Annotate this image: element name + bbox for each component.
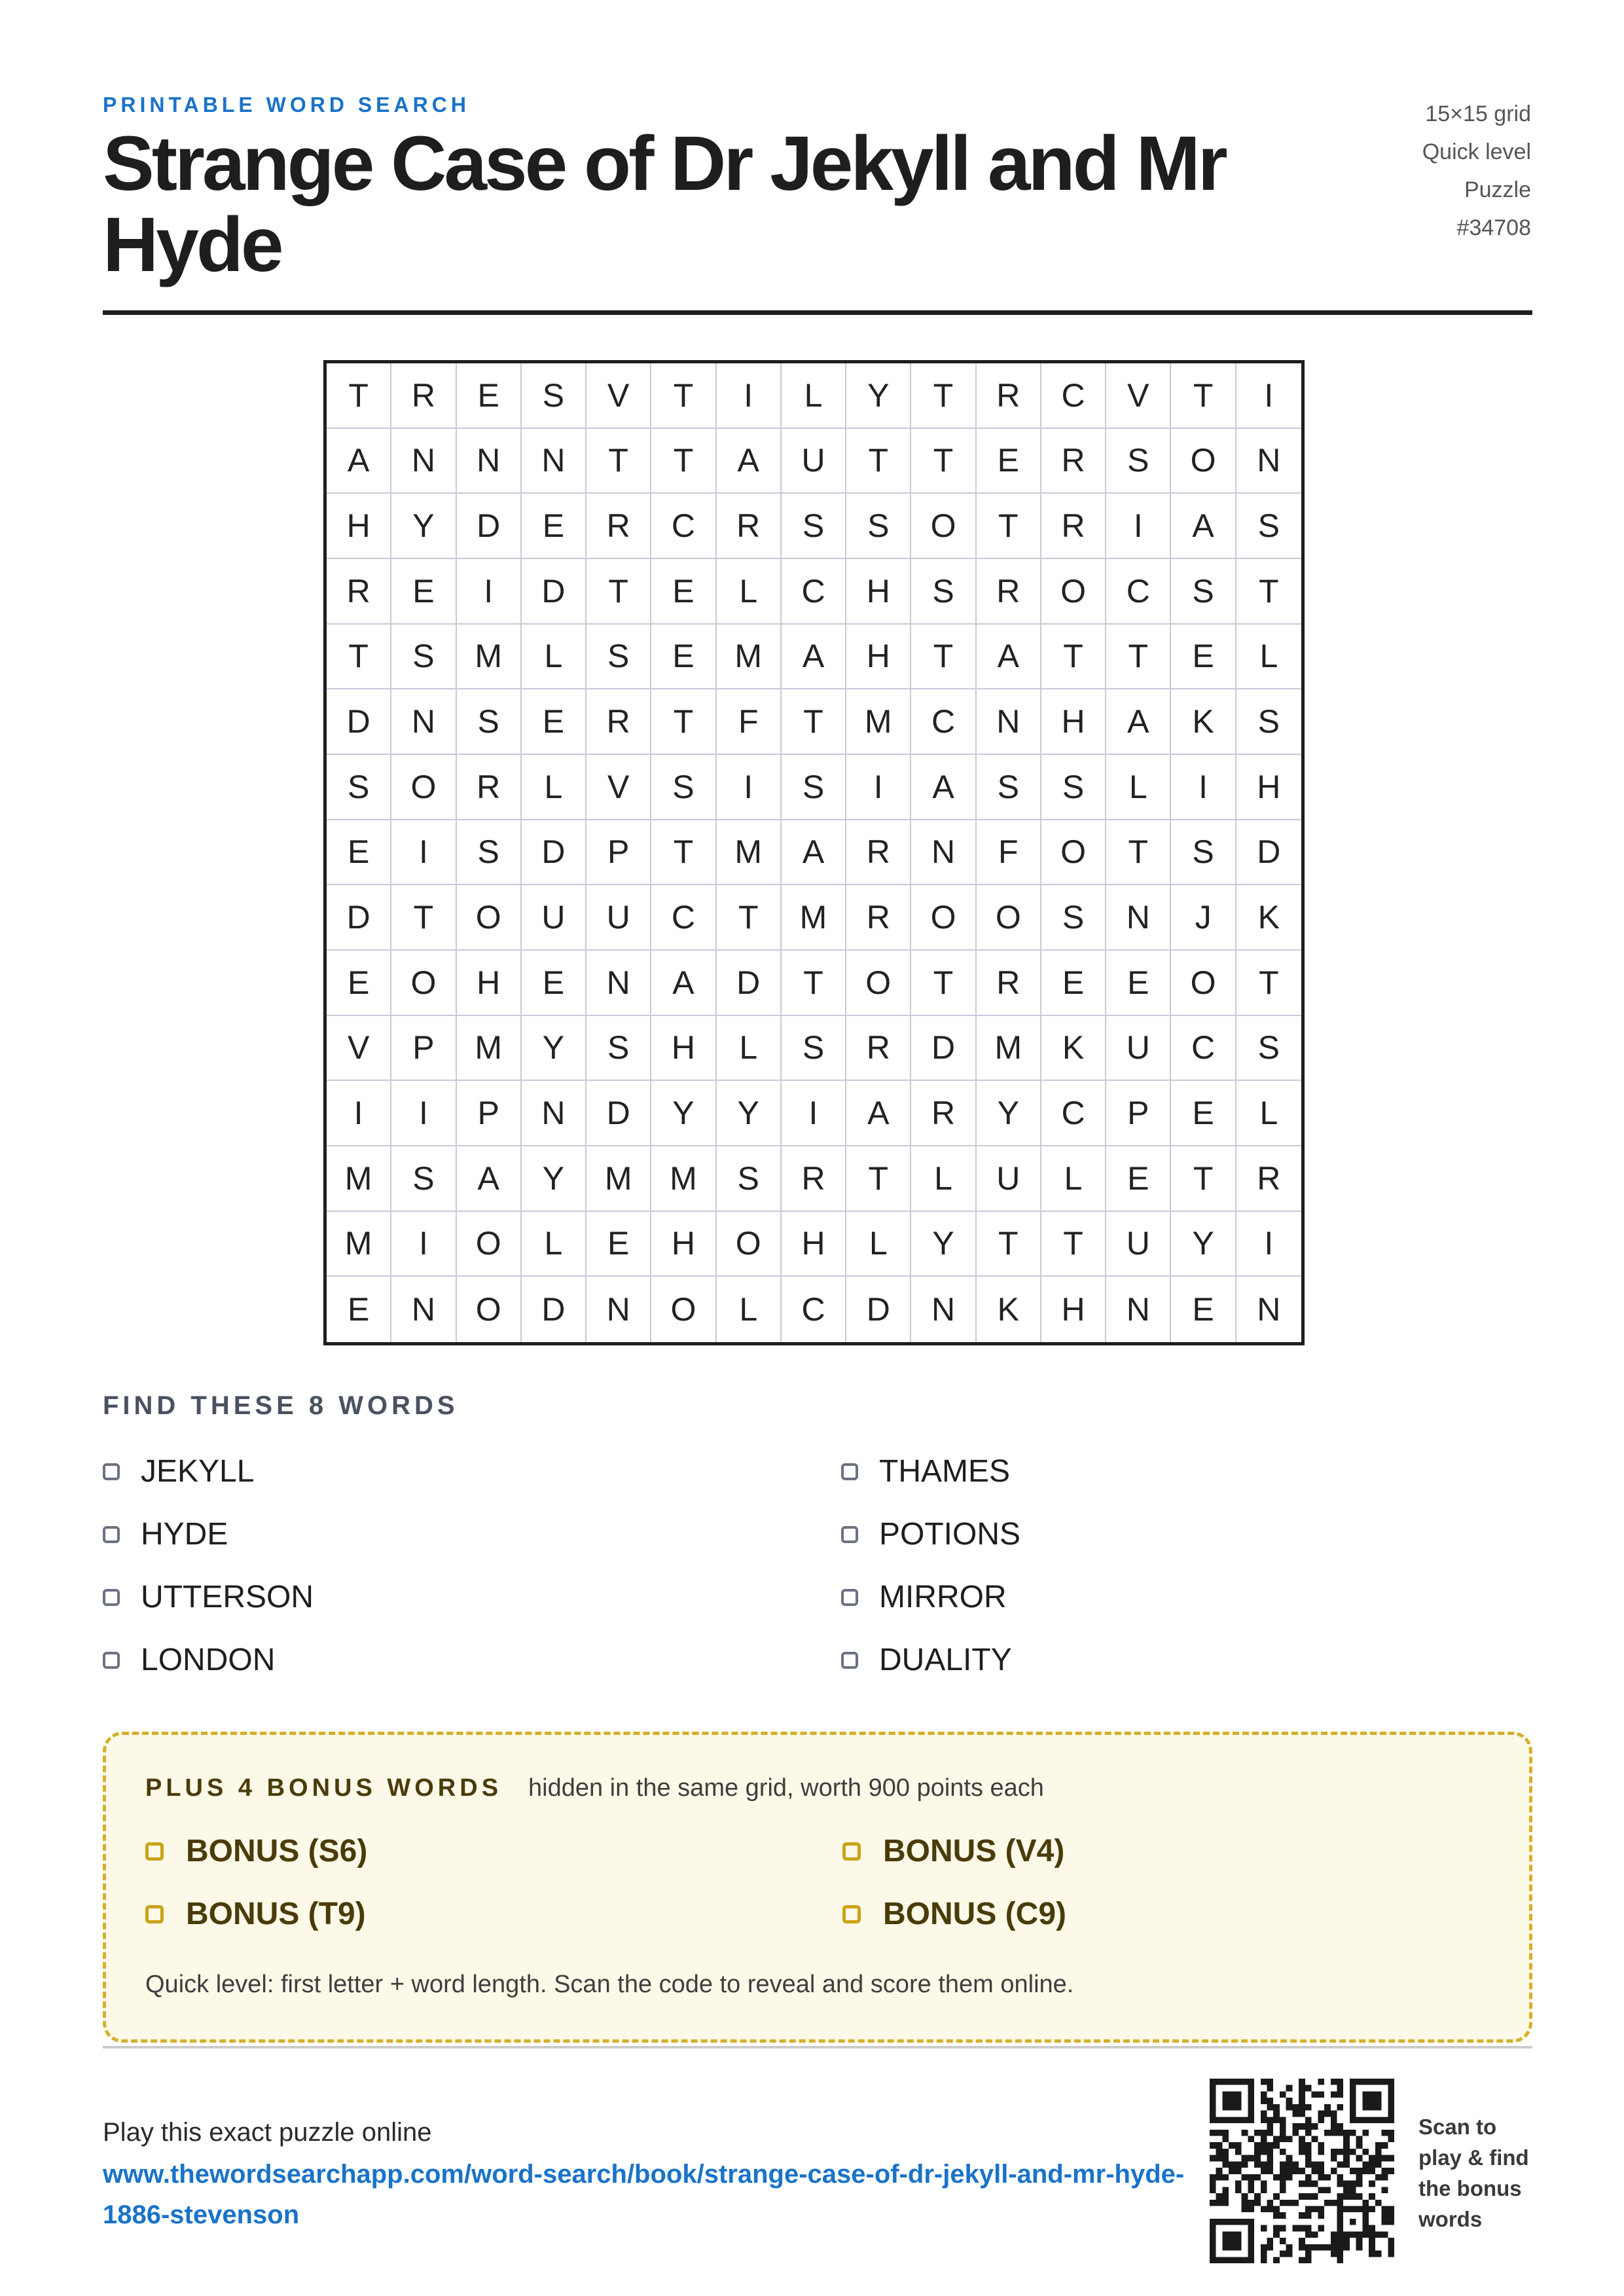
grid-cell[interactable]: E xyxy=(1106,1146,1171,1212)
word-item[interactable] xyxy=(841,1516,1020,1552)
grid-cell[interactable]: R xyxy=(977,951,1041,1016)
grid-cell[interactable]: Y xyxy=(977,1081,1041,1146)
grid-cell[interactable]: D xyxy=(522,1277,586,1342)
grid-cell[interactable]: A xyxy=(651,951,716,1016)
grid-cell[interactable]: U xyxy=(977,1146,1041,1212)
grid-cell[interactable]: Y xyxy=(717,1081,782,1146)
bonus-item[interactable] xyxy=(842,1896,1066,1932)
grid-cell[interactable]: A xyxy=(977,625,1041,690)
grid-cell[interactable]: H xyxy=(327,494,391,559)
grid-cell[interactable]: T xyxy=(846,1146,911,1212)
grid-cell[interactable]: Y xyxy=(1171,1212,1236,1277)
grid-cell[interactable]: R xyxy=(977,363,1041,429)
grid-cell[interactable]: D xyxy=(1236,820,1301,886)
checkbox-icon[interactable] xyxy=(103,1526,120,1543)
grid-cell[interactable]: E xyxy=(327,1277,391,1342)
grid-cell[interactable]: I xyxy=(1171,755,1236,820)
grid-cell[interactable]: R xyxy=(586,689,651,755)
grid-cell[interactable]: P xyxy=(457,1081,522,1146)
grid-cell[interactable]: T xyxy=(327,625,391,690)
grid-cell[interactable]: E xyxy=(327,951,391,1016)
grid-cell[interactable]: T xyxy=(977,1212,1041,1277)
grid-cell[interactable]: N xyxy=(1257,1291,1281,1328)
grid-cell[interactable]: I xyxy=(782,1081,846,1146)
grid-cell[interactable]: S xyxy=(782,755,846,820)
grid-cell[interactable]: M xyxy=(327,1146,391,1212)
grid-cell[interactable]: E xyxy=(1171,1277,1236,1342)
grid-cell[interactable]: O xyxy=(391,755,456,820)
grid-cell[interactable]: T xyxy=(1106,625,1171,690)
grid-cell[interactable]: O xyxy=(1171,951,1236,1016)
play-online-text: Play this exact puzzle online xyxy=(103,2118,432,2147)
grid-cell[interactable]: R xyxy=(846,1016,911,1082)
grid-cell[interactable]: R xyxy=(1041,494,1106,559)
grid-cell[interactable]: D xyxy=(911,1016,976,1082)
grid-cell[interactable]: D xyxy=(522,820,586,886)
grid-cell[interactable]: K xyxy=(1041,1016,1106,1082)
checkbox-icon[interactable] xyxy=(103,1463,120,1480)
bonus-heading: PLUS 4 BONUS WORDS xyxy=(145,1774,503,1802)
footer-divider xyxy=(103,2046,1532,2049)
grid-cell[interactable]: N xyxy=(1236,429,1301,494)
qr-code-icon[interactable] xyxy=(1210,2079,1394,2263)
grid-cell[interactable]: A xyxy=(1106,689,1171,755)
grid-cell[interactable]: D xyxy=(586,1081,651,1146)
bonus-item[interactable] xyxy=(145,1833,367,1869)
bonus-footnote: Quick level: first letter + word length. Scan the code to reveal and score them online. xyxy=(145,1971,1074,1998)
word-item[interactable] xyxy=(841,1642,1012,1678)
grid-cell[interactable]: C xyxy=(651,885,716,951)
grid-cell[interactable]: M xyxy=(717,625,782,690)
grid-cell[interactable]: N xyxy=(391,1277,456,1342)
grid-cell[interactable]: S xyxy=(651,755,716,820)
grid-cell[interactable]: R xyxy=(977,559,1041,625)
grid-cell[interactable]: E xyxy=(522,494,586,559)
grid-cell[interactable]: Y xyxy=(846,363,911,429)
grid-cell[interactable]: T xyxy=(651,429,716,494)
grid-cell[interactable]: T xyxy=(1106,820,1171,886)
grid-cell[interactable]: Y xyxy=(911,1212,976,1277)
grid-cell[interactable]: S xyxy=(1236,1016,1301,1082)
checkbox-icon[interactable] xyxy=(841,1463,858,1480)
grid-cell[interactable]: T xyxy=(911,625,976,690)
grid-cell[interactable]: O xyxy=(457,885,522,951)
grid-cell[interactable]: M xyxy=(717,820,782,886)
grid-cell[interactable]: S xyxy=(586,1016,651,1082)
grid-cell[interactable]: S xyxy=(1106,429,1171,494)
grid-cell[interactable]: T xyxy=(651,363,716,429)
grid-cell[interactable]: D xyxy=(522,559,586,625)
bonus-label: BONUS (V4) xyxy=(883,1834,1065,1868)
grid-cell[interactable]: E xyxy=(391,559,456,625)
grid-cell[interactable]: H xyxy=(1236,755,1301,820)
grid-cell[interactable]: L xyxy=(846,1212,911,1277)
grid-cell[interactable]: O xyxy=(846,951,911,1016)
grid-cell[interactable]: P xyxy=(586,820,651,886)
word-label: JEKYLL xyxy=(141,1454,255,1489)
grid-cell[interactable]: T xyxy=(1171,363,1236,429)
word-label: UTTERSON xyxy=(141,1580,314,1614)
grid-cell[interactable]: S xyxy=(1171,820,1236,886)
grid-cell[interactable]: T xyxy=(1041,1212,1106,1277)
bonus-label: BONUS (C9) xyxy=(883,1897,1067,1931)
grid-cell[interactable]: S xyxy=(846,494,911,559)
grid-cell[interactable]: N xyxy=(1106,885,1171,951)
grid-cell[interactable]: O xyxy=(457,1277,522,1342)
grid-cell[interactable]: P xyxy=(391,1016,456,1082)
header-divider xyxy=(103,310,1532,315)
grid-cell[interactable]: J xyxy=(1171,885,1236,951)
grid-cell[interactable]: A xyxy=(782,625,846,690)
checkbox-icon[interactable] xyxy=(103,1652,120,1669)
grid-cell[interactable]: O xyxy=(911,494,976,559)
word-label: POTIONS xyxy=(879,1517,1021,1552)
grid-cell[interactable]: I xyxy=(391,1081,456,1146)
grid-cell[interactable]: E xyxy=(1171,625,1236,690)
word-item[interactable] xyxy=(841,1579,1007,1615)
grid-cell[interactable]: E xyxy=(522,951,586,1016)
grid-cell[interactable]: S xyxy=(911,559,976,625)
grid-cell[interactable]: S xyxy=(457,820,522,886)
grid-cell[interactable]: I xyxy=(391,820,456,886)
grid-cell[interactable]: Y xyxy=(522,1016,586,1082)
grid-cell[interactable]: E xyxy=(1171,1081,1236,1146)
grid-cell[interactable]: A xyxy=(782,820,846,886)
checkbox-icon[interactable] xyxy=(841,1526,858,1543)
grid-cell[interactable]: A xyxy=(846,1081,911,1146)
page-title: Strange Case of Dr Jekyll and Mr Hyde xyxy=(103,120,1225,288)
grid-cell[interactable]: M xyxy=(586,1146,651,1212)
grid-cell[interactable]: L xyxy=(522,755,586,820)
grid-cell[interactable]: O xyxy=(1041,559,1106,625)
grid-cell[interactable]: I xyxy=(1106,494,1171,559)
grid-cell[interactable]: I xyxy=(327,1081,391,1146)
grid-cell[interactable]: A xyxy=(457,1146,522,1212)
grid-cell[interactable]: C xyxy=(1041,1081,1106,1146)
bonus-label: BONUS (S6) xyxy=(186,1834,368,1868)
checkbox-icon[interactable] xyxy=(841,1589,858,1606)
grid-cell[interactable]: M xyxy=(782,885,846,951)
grid-cell[interactable]: E xyxy=(651,625,716,690)
grid-cell[interactable]: U xyxy=(1106,1212,1171,1277)
grid-cell[interactable]: A xyxy=(717,429,782,494)
grid-cell[interactable]: N xyxy=(911,1277,976,1342)
grid-cell[interactable]: E xyxy=(1041,951,1106,1016)
bonus-panel xyxy=(103,1732,1532,2043)
grid-cell[interactable]: E xyxy=(522,689,586,755)
grid-cell[interactable]: T xyxy=(846,429,911,494)
grid-cell[interactable]: I xyxy=(846,755,911,820)
grid-cell[interactable]: M xyxy=(327,1212,391,1277)
word-item[interactable] xyxy=(103,1516,228,1552)
grid-cell[interactable]: N xyxy=(457,429,522,494)
grid-cell[interactable]: N xyxy=(586,1277,651,1342)
grid-cell[interactable]: S xyxy=(391,625,456,690)
grid-cell[interactable]: S xyxy=(327,755,391,820)
grid-cell[interactable]: O xyxy=(911,885,976,951)
grid-cell[interactable]: L xyxy=(911,1146,976,1212)
grid-cell[interactable]: C xyxy=(1171,1016,1236,1082)
eyebrow-label: PRINTABLE WORD SEARCH xyxy=(103,93,470,117)
grid-cell[interactable]: F xyxy=(977,820,1041,886)
grid-cell[interactable]: E xyxy=(651,559,716,625)
bonus-note: hidden in the same grid, worth 900 points each xyxy=(528,1774,1044,1802)
grid-cell[interactable]: R xyxy=(846,820,911,886)
meta-grid-size: 15×15 grid xyxy=(1425,101,1531,126)
grid-cell[interactable]: M xyxy=(457,625,522,690)
grid-cell[interactable]: L xyxy=(522,625,586,690)
grid-cell[interactable]: C xyxy=(1041,363,1106,429)
grid-cell[interactable]: T xyxy=(782,951,846,1016)
grid-cell[interactable]: V xyxy=(1106,363,1171,429)
grid-cell[interactable]: H xyxy=(651,1016,716,1082)
grid-cell[interactable]: T xyxy=(782,689,846,755)
puzzle-url-link[interactable]: www.thewordsearchapp.com/word-search/book/strange-case-of-dr-jekyll-and-mr-hyde-1886-stevenson xyxy=(103,2160,1185,2229)
grid-cell[interactable]: I xyxy=(391,1212,456,1277)
grid-cell[interactable]: I xyxy=(717,363,782,429)
grid-cell[interactable]: I xyxy=(1236,363,1301,429)
grid-cell[interactable]: S xyxy=(782,494,846,559)
grid-cell[interactable]: K xyxy=(1236,885,1301,951)
grid-cell[interactable]: N xyxy=(911,820,976,886)
grid-cell[interactable]: S xyxy=(1041,755,1106,820)
grid-cell[interactable]: A xyxy=(911,755,976,820)
grid-cell[interactable]: T xyxy=(1041,625,1106,690)
grid-cell[interactable]: S xyxy=(457,689,522,755)
grid-cell[interactable]: M xyxy=(977,1016,1041,1082)
grid-cell[interactable]: M xyxy=(846,689,911,755)
word-item[interactable] xyxy=(103,1642,275,1678)
grid-cell[interactable]: N xyxy=(1106,1277,1171,1342)
grid-cell[interactable]: S xyxy=(391,1146,456,1212)
grid-cell[interactable]: D xyxy=(327,885,391,951)
grid-cell[interactable]: D xyxy=(327,689,391,755)
grid-cell[interactable]: M xyxy=(651,1146,716,1212)
grid-cell[interactable]: I xyxy=(1236,1212,1301,1277)
word-item[interactable] xyxy=(103,1579,314,1615)
grid-cell[interactable]: R xyxy=(391,363,456,429)
grid-cell[interactable]: L xyxy=(717,1277,782,1342)
checkbox-icon[interactable] xyxy=(145,1842,164,1861)
grid-cell[interactable]: R xyxy=(846,885,911,951)
grid-cell[interactable]: V xyxy=(586,755,651,820)
grid-cell[interactable]: O xyxy=(651,1277,716,1342)
grid-cell[interactable]: S xyxy=(1171,559,1236,625)
grid-cell[interactable]: T xyxy=(1236,951,1301,1016)
grid-cell[interactable]: L xyxy=(1041,1146,1106,1212)
grid-cell[interactable]: E xyxy=(457,363,522,429)
grid-cell[interactable]: C xyxy=(782,559,846,625)
bonus-label: BONUS (T9) xyxy=(186,1897,366,1931)
grid-cell[interactable]: H xyxy=(846,625,911,690)
grid-cell[interactable]: T xyxy=(977,494,1041,559)
grid-cell[interactable]: U xyxy=(522,885,586,951)
grid-cell[interactable]: H xyxy=(1041,689,1106,755)
grid-cell[interactable]: O xyxy=(977,885,1041,951)
grid-cell[interactable]: S xyxy=(1236,494,1301,559)
grid-cell[interactable]: R xyxy=(717,494,782,559)
grid-cell[interactable]: U xyxy=(1106,1016,1171,1082)
grid-cell[interactable]: H xyxy=(846,559,911,625)
grid-cell[interactable]: C xyxy=(1106,559,1171,625)
checkbox-icon[interactable] xyxy=(842,1905,861,1923)
grid-cell[interactable]: K xyxy=(1171,689,1236,755)
grid-cell[interactable]: O xyxy=(457,1212,522,1277)
bonus-item[interactable] xyxy=(842,1833,1064,1869)
grid-cell[interactable]: N xyxy=(522,1081,586,1146)
grid-cell[interactable]: T xyxy=(586,429,651,494)
grid-cell[interactable]: O xyxy=(1171,429,1236,494)
grid-cell[interactable]: E xyxy=(977,429,1041,494)
grid-cell[interactable]: L xyxy=(522,1212,586,1277)
word-label: LONDON xyxy=(141,1643,276,1677)
grid-cell[interactable]: T xyxy=(911,951,976,1016)
meta-puzzle-number: #34708 xyxy=(1456,215,1531,240)
grid-cell[interactable]: N xyxy=(522,429,586,494)
grid-cell[interactable]: S xyxy=(782,1016,846,1082)
grid-cell[interactable]: H xyxy=(782,1212,846,1277)
checkbox-icon[interactable] xyxy=(842,1842,861,1861)
grid-cell[interactable]: R xyxy=(1041,429,1106,494)
grid-cell[interactable]: T xyxy=(911,363,976,429)
grid-cell[interactable]: S xyxy=(717,1146,782,1212)
grid-cell[interactable]: D xyxy=(717,951,782,1016)
grid-cell[interactable]: S xyxy=(977,755,1041,820)
checkbox-icon[interactable] xyxy=(145,1905,164,1923)
grid-cell[interactable]: R xyxy=(586,494,651,559)
grid-cell[interactable]: R xyxy=(782,1146,846,1212)
grid-cell[interactable]: C xyxy=(782,1277,846,1342)
word-list-heading: FIND THESE 8 WORDS xyxy=(103,1391,459,1420)
grid-cell[interactable]: F xyxy=(717,689,782,755)
word-label: HYDE xyxy=(141,1517,228,1552)
meta-level: Quick level xyxy=(1422,139,1531,164)
grid-cell[interactable]: T xyxy=(1171,1146,1236,1212)
grid-cell[interactable]: U xyxy=(586,885,651,951)
grid-cell[interactable]: L xyxy=(782,363,846,429)
grid-cell[interactable]: D xyxy=(846,1277,911,1342)
grid-cell[interactable]: N xyxy=(586,951,651,1016)
grid-cell[interactable]: O xyxy=(1041,820,1106,886)
grid-cell[interactable]: T xyxy=(911,429,976,494)
word-label: MIRROR xyxy=(879,1580,1007,1614)
grid-cell[interactable]: S xyxy=(586,625,651,690)
checkbox-icon[interactable] xyxy=(841,1652,858,1669)
grid-cell[interactable]: T xyxy=(1236,559,1301,625)
meta-puzzle-label: Puzzle xyxy=(1464,177,1531,202)
grid-cell[interactable]: V xyxy=(586,363,651,429)
grid-cell[interactable]: T xyxy=(651,689,716,755)
word-label: THAMES xyxy=(879,1454,1011,1489)
grid-cell[interactable]: R xyxy=(1236,1146,1301,1212)
grid-cell[interactable]: E xyxy=(327,820,391,886)
grid-cell[interactable]: R xyxy=(457,755,522,820)
grid-cell[interactable]: E xyxy=(1106,951,1171,1016)
grid-cell[interactable]: Y xyxy=(391,494,456,559)
grid-cell[interactable]: H xyxy=(457,951,522,1016)
grid-cell[interactable]: H xyxy=(1041,1277,1106,1342)
checkbox-icon[interactable] xyxy=(103,1589,120,1606)
grid-cell[interactable]: U xyxy=(782,429,846,494)
grid-cell[interactable]: V xyxy=(327,1016,391,1082)
word-item[interactable] xyxy=(841,1453,1010,1489)
grid-cell[interactable]: C xyxy=(911,689,976,755)
letter-grid[interactable] xyxy=(323,360,1305,1345)
grid-cell[interactable]: D xyxy=(457,494,522,559)
word-label: DUALITY xyxy=(879,1643,1012,1677)
grid-cell[interactable]: H xyxy=(651,1212,716,1277)
puzzle-meta xyxy=(1422,95,1531,247)
grid-cell[interactable]: Y xyxy=(651,1081,716,1146)
grid-cell[interactable]: R xyxy=(327,559,391,625)
grid-cell[interactable]: T xyxy=(586,559,651,625)
bonus-item[interactable] xyxy=(145,1896,366,1932)
grid-cell[interactable]: K xyxy=(977,1277,1041,1342)
grid-cell[interactable]: C xyxy=(651,494,716,559)
grid-cell[interactable]: E xyxy=(586,1212,651,1277)
grid-cell[interactable]: R xyxy=(911,1081,976,1146)
grid-cell[interactable]: N xyxy=(391,429,456,494)
grid-cell[interactable]: N xyxy=(977,689,1041,755)
grid-cell[interactable]: L xyxy=(717,1016,782,1082)
grid-cell[interactable]: T xyxy=(327,363,391,429)
grid-cell[interactable]: O xyxy=(391,951,456,1016)
grid-cell[interactable]: L xyxy=(1236,625,1301,690)
grid-cell[interactable]: Y xyxy=(522,1146,586,1212)
grid-cell[interactable]: L xyxy=(1106,755,1171,820)
grid-cell[interactable]: I xyxy=(457,559,522,625)
grid-cell[interactable]: I xyxy=(717,755,782,820)
grid-cell[interactable]: A xyxy=(1171,494,1236,559)
grid-cell[interactable]: T xyxy=(717,885,782,951)
grid-cell[interactable]: L xyxy=(1236,1081,1301,1146)
grid-cell[interactable]: N xyxy=(391,689,456,755)
grid-cell[interactable]: S xyxy=(522,363,586,429)
grid-cell[interactable]: O xyxy=(717,1212,782,1277)
grid-cell[interactable]: P xyxy=(1106,1081,1171,1146)
word-item[interactable] xyxy=(103,1453,254,1489)
grid-cell[interactable]: S xyxy=(1236,689,1301,755)
grid-cell[interactable]: M xyxy=(457,1016,522,1082)
grid-cell[interactable]: T xyxy=(651,820,716,886)
grid-cell[interactable]: S xyxy=(1041,885,1106,951)
grid-cell[interactable]: L xyxy=(717,559,782,625)
grid-cell[interactable]: A xyxy=(327,429,391,494)
grid-cell[interactable]: T xyxy=(391,885,456,951)
scan-caption: Scan to play & find the bonus words xyxy=(1418,2115,1529,2231)
